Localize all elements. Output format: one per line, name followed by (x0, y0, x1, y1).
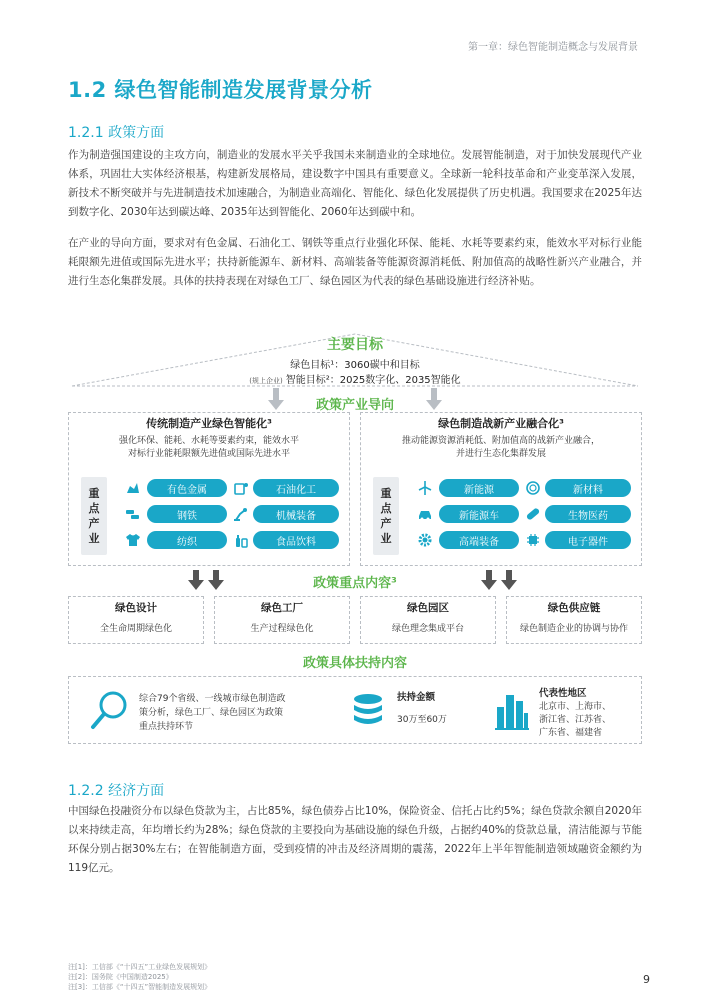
city-buildings-icon (495, 689, 529, 731)
pill-nev: 新能源车 (439, 505, 519, 523)
pill-food-beverage: 食品饮料 (253, 531, 339, 549)
emerging-title: 绿色制造战新产业融合化³ (438, 417, 564, 430)
pill-electronics: 电子器件 (545, 531, 631, 549)
robot-arm-icon (233, 506, 249, 522)
economy-heading: 1.2.2 经济方面 (68, 783, 165, 799)
focus-desc: 绿色理念集成平台 (391, 624, 464, 634)
car-icon (417, 506, 433, 522)
support-region-2: 浙江省、江苏省、 (539, 715, 612, 725)
emerging-key-industry-label: 重点产业 (373, 477, 399, 555)
footnote: 注[1]：工信部《“十四五”工业绿色发展规划》 (68, 963, 212, 971)
support-box (68, 676, 642, 744)
traditional-desc-1: 强化环保、能耗、水耗等要素约束，能效水平 (118, 436, 299, 446)
bottle-icon (233, 532, 249, 548)
magnifier-icon (89, 689, 129, 733)
support-text-1: 综合79个省级、一线城市绿色制造政 (139, 694, 286, 704)
focus-desc: 全生命周期绿色化 (99, 624, 172, 634)
main-goal-title: 主要目标 (327, 337, 383, 353)
emerging-desc-2: 并进行生态化集群发展 (455, 449, 546, 459)
focus-green-factory (214, 596, 350, 644)
footnotes (68, 962, 211, 992)
section-title: 1.2 绿色智能制造发展背景分析 (68, 78, 373, 102)
support-amount: 30万至60万 (397, 715, 447, 725)
traditional-desc-2: 对标行业能耗限额先进值或国际先进水平 (127, 449, 290, 459)
policy-diagram (68, 330, 642, 750)
pill-petrochemical: 石油化工 (253, 479, 339, 497)
economy-paragraph: 中国绿色投融资分布以绿色贷款为主，占比85%，绿色债券占比10%，保险资金、信托占比约5%；绿色贷款余额自2020年以来持续走高，年均增长约为28%；绿色贷款的主要投向为基础设施的绿色升级，占据约40%的贷款总量，清洁能源与节能环保分别占据30%左右；在智能制造方面，受到疫情的冲击及经济周期的震荡，2022年上半年智能制造领域融资金额约为119亿元。 (68, 805, 642, 874)
policy-focus-title: 政策重点内容³ (313, 576, 397, 591)
emerging-desc-1: 推动能源资源消耗低、附加值高的战新产业融合， (401, 436, 600, 446)
green-goal: 绿色目标¹：3060碳中和目标 (290, 360, 420, 371)
support-amount-head: 扶持金额 (397, 692, 436, 703)
focus-desc: 生产过程绿色化 (250, 624, 314, 634)
focus-green-design (68, 596, 204, 644)
oil-drum-icon (233, 480, 249, 496)
industry-guidance-title: 政策产业导向 (315, 398, 394, 413)
focus-title: 绿色园区 (407, 602, 449, 614)
coin-stack-icon (351, 691, 385, 731)
gear-icon (417, 532, 433, 548)
material-icon (525, 480, 541, 496)
policy-heading: 1.2.1 政策方面 (68, 125, 165, 141)
traditional-title: 传统制造产业绿色智能化³ (146, 417, 272, 430)
focus-desc: 绿色制造企业的协调与协作 (519, 624, 628, 634)
chip-icon (525, 532, 541, 548)
steel-icon (125, 506, 141, 522)
traditional-industry-box (68, 412, 350, 566)
shirt-icon (125, 532, 141, 548)
policy-paragraph-2: 在产业的导向方面，要求对有色金属、石油化工、钢铁等重点行业强化环保、能耗、水耗等要素约束，能效水平对标行业能耗限额先进值或国际先进水平；扶持新能源车、新材料、高端装备等能源资源消耗低、附加值高的战略性新兴产业融合，并进行生态化集群发展。具体的扶持表现在对绿色工厂、绿色园区为代表的绿色基础设施进行经济补贴。 (68, 237, 642, 287)
support-title: 政策具体扶持内容 (302, 656, 407, 671)
pill-steel: 钢铁 (147, 505, 227, 523)
focus-title: 绿色供应链 (547, 602, 601, 614)
pill-machinery: 机械装备 (253, 505, 339, 523)
pill-new-materials: 新材料 (545, 479, 631, 497)
support-region-head: 代表性地区 (539, 688, 587, 699)
support-region-1: 北京市、上海市、 (539, 702, 612, 712)
focus-title: 绿色设计 (115, 602, 157, 614)
running-head: 第一章：绿色智能制造概念与发展背景 (468, 42, 638, 53)
page-number: 9 (643, 973, 650, 986)
focus-title: 绿色工厂 (261, 602, 303, 614)
traditional-key-industry-label: 重点产业 (81, 477, 107, 555)
focus-green-park (360, 596, 496, 644)
ore-icon (125, 480, 141, 496)
support-text-3: 重点扶持环节 (139, 722, 194, 732)
focus-green-supply-chain (506, 596, 642, 644)
smart-goal-prefix: (规上企业) (249, 377, 283, 385)
footnote: 注[3]：工信部《“十四五”智能制造发展规划》 (68, 983, 212, 991)
support-text-2: 策分析，绿色工厂、绿色园区为政策 (139, 708, 284, 718)
wind-turbine-icon (417, 480, 433, 496)
emerging-industry-box (360, 412, 642, 566)
pill-biomedicine: 生物医药 (545, 505, 631, 523)
support-region-3: 广东省、福建省 (539, 728, 603, 738)
pill-new-energy: 新能源 (439, 479, 519, 497)
footnote: 注[2]：国务院《中国制造2025》 (68, 973, 173, 981)
pill-icon (525, 506, 541, 522)
pill-high-end-equipment: 高端装备 (439, 531, 519, 549)
policy-paragraph-1: 作为制造强国建设的主攻方向，制造业的发展水平关乎我国未来制造业的全球地位。发展智能制造，对于加快发展现代产业体系，巩固壮大实体经济根基，构建新发展格局，建设数字中国具有重要意义。全球新一轮科技革命和产业变革深入发展，新技术不断突破并与先进制造技术加速融合，为制造业高端化、智能化、绿色化发展提供了历史机遇。我国要求在2025年达到数字化、2030年达到碳达峰、2035年达到智能化、2060年达到碳中和。 (68, 149, 642, 218)
smart-goal: 智能目标²：2025数字化、2035智能化 (285, 375, 461, 386)
pill-textile: 纺织 (147, 531, 227, 549)
pill-nonferrous: 有色金属 (147, 479, 227, 497)
